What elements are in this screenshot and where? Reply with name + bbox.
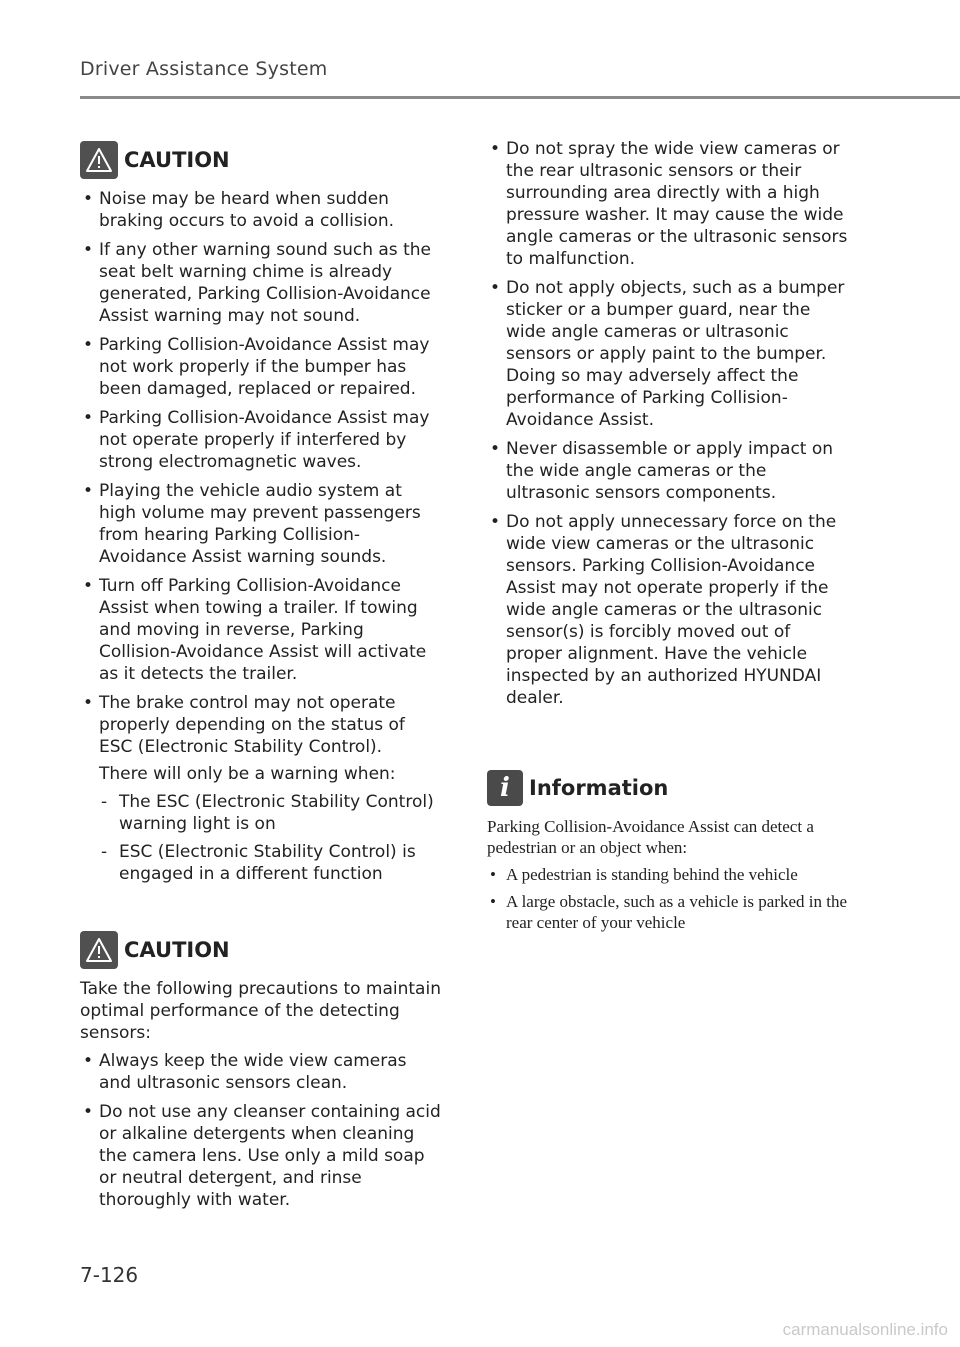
list-item-esc	[80, 692, 442, 885]
caution-list	[80, 1050, 442, 1211]
information-list	[487, 864, 849, 933]
list-item-text: • The brake control may not operate properly depending on the status of ESC (Electronic Stability Control).	[99, 693, 405, 757]
caution-heading	[80, 140, 442, 180]
list-item: • Do not apply unnecessary force on the wide view cameras or the ultrasonic sensors. Parking Collision-Avoidance Assist may not operate properly if the wide angle cameras or the ultrasonic sensor(s) is forcibly moved out of proper alignment. Have the vehicle inspected by an authorized HYUNDAI dealer.	[487, 511, 849, 709]
warning-triangle-icon	[80, 141, 118, 179]
sub-list-item: - The ESC (Electronic Stability Control) warning light is on	[99, 791, 442, 835]
caution-list	[80, 188, 442, 885]
info-icon: i	[487, 770, 523, 806]
sub-list	[99, 791, 442, 885]
list-item: • Playing the vehicle audio system at high volume may prevent passengers from hearing Parking Collision-Avoidance Assist warning sounds.	[80, 480, 442, 568]
sub-list-item: - ESC (Electronic Stability Control) is engaged in a different function	[99, 841, 442, 885]
warning-triangle-icon	[80, 931, 118, 969]
information-heading	[487, 768, 849, 808]
list-item: • Noise may be heard when sudden braking occurs to avoid a collision.	[80, 188, 442, 232]
page-number: 7-126	[80, 1263, 139, 1287]
header-title: Driver Assistance System	[80, 58, 328, 80]
list-item: • Do not use any cleanser containing acid or alkaline detergents when cleaning the camera lens. Use only a mild soap or neutral detergent, and rinse thoroughly with water.	[80, 1101, 442, 1211]
caution-intro: Take the following precautions to maintain optimal performance of the detecting sensors:	[80, 979, 441, 1043]
list-item: • A large obstacle, such as a vehicle is parked in the rear center of your vehicle	[487, 891, 849, 933]
left-column	[80, 140, 442, 1218]
caution-list-continued	[487, 138, 849, 709]
caution-title: CAUTION	[124, 938, 230, 962]
watermark: carmanualsonline.info	[782, 1320, 948, 1339]
list-item: • Do not apply objects, such as a bumper sticker or a bumper guard, near the wide angle cameras or ultrasonic sensors or apply paint to the bumper. Doing so may adversely affect the performance of Parking Collision-Avoidance Assist.	[487, 277, 849, 431]
list-item: • Do not spray the wide view cameras or the rear ultrasonic sensors or their surrounding area directly with a high pressure washer. It may cause the wide angle cameras or the ultrasonic sensors to malfunction.	[487, 138, 849, 270]
information-intro: Parking Collision-Avoidance Assist can detect a pedestrian or an object when:	[487, 817, 814, 857]
caution-heading	[80, 930, 442, 970]
list-item: • Turn off Parking Collision-Avoidance Assist when towing a trailer. If towing and moving in reverse, Parking Collision-Avoidance Assist will activate as it detects the trailer.	[80, 575, 442, 685]
header-divider	[80, 96, 960, 99]
caution-title: CAUTION	[124, 148, 230, 172]
list-item: • Never disassemble or apply impact on the wide angle cameras or the ultrasonic sensors components.	[487, 438, 849, 504]
information-title: Information	[529, 776, 669, 800]
information-body	[487, 816, 849, 933]
list-item: • Parking Collision-Avoidance Assist may not work properly if the bumper has been damaged, replaced or repaired.	[80, 334, 442, 400]
right-column	[487, 138, 849, 939]
list-item: • Parking Collision-Avoidance Assist may not operate properly if interfered by strong electromagnetic waves.	[80, 407, 442, 473]
sub-intro: There will only be a warning when:	[99, 764, 396, 784]
list-item: • If any other warning sound such as the seat belt warning chime is already generated, Parking Collision-Avoidance Assist warning may not sound.	[80, 239, 442, 327]
list-item: • A pedestrian is standing behind the vehicle	[487, 864, 849, 885]
list-item: • Always keep the wide view cameras and ultrasonic sensors clean.	[80, 1050, 442, 1094]
